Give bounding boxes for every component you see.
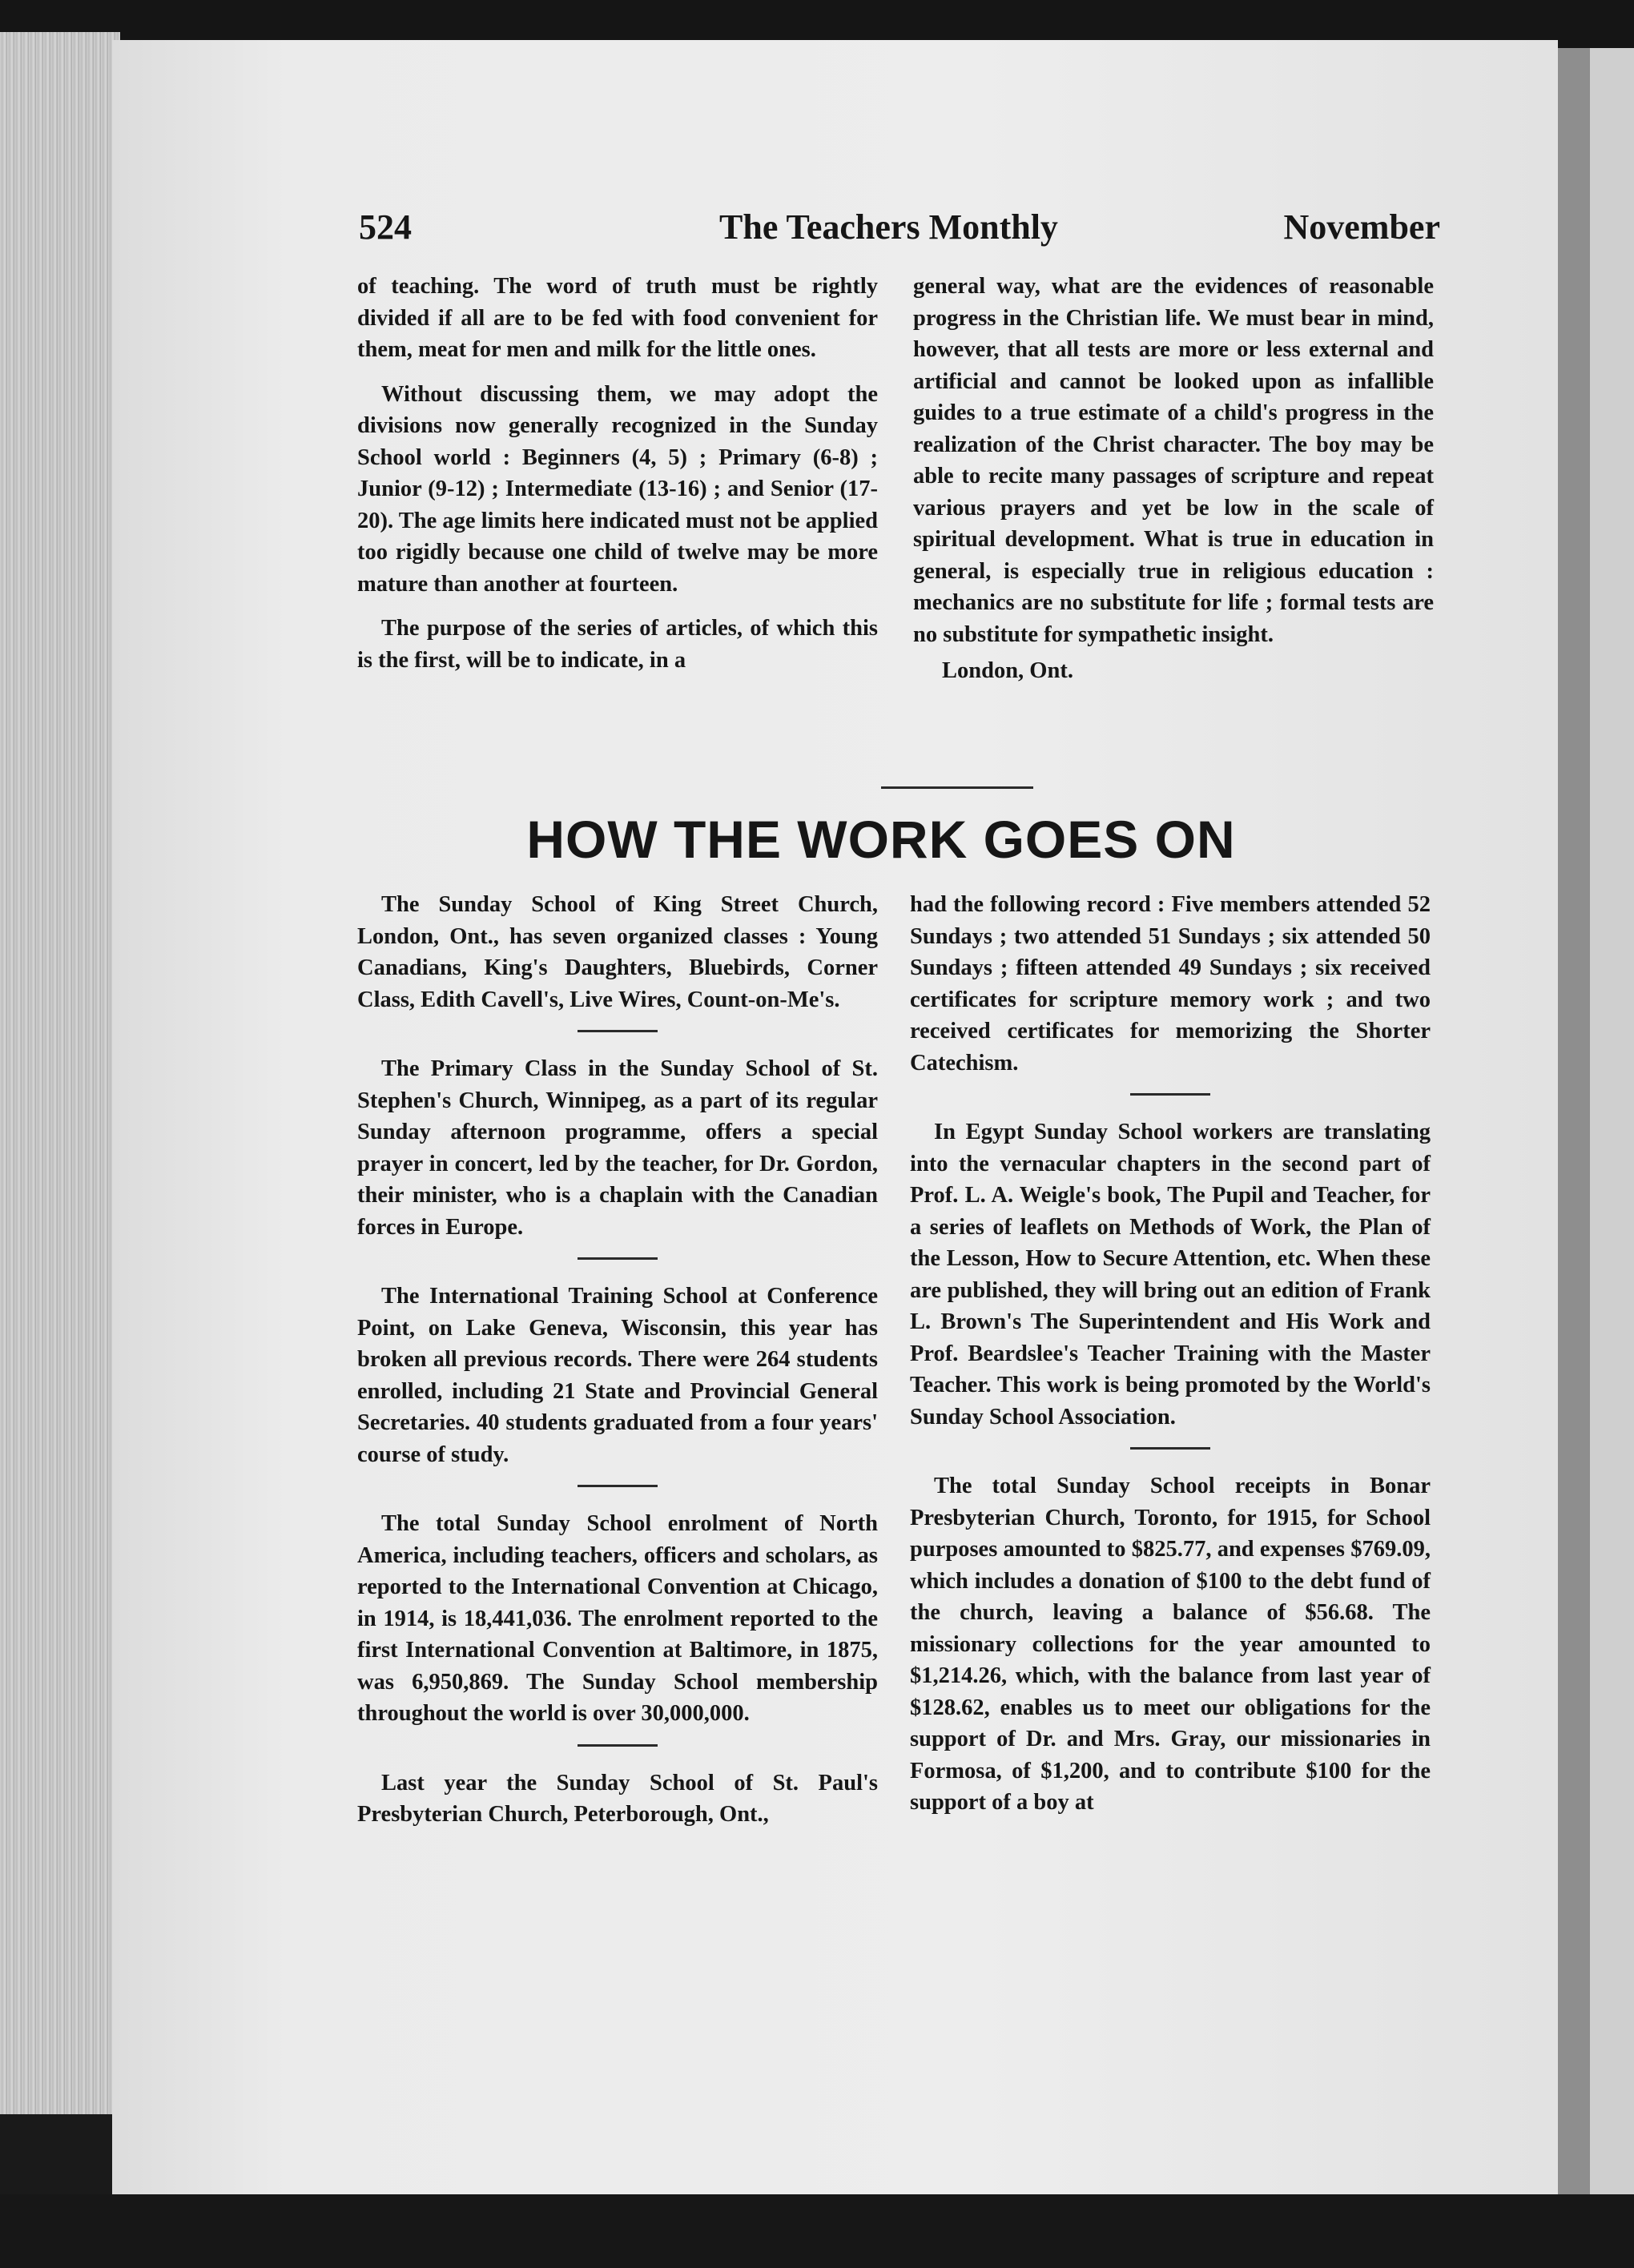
article-continuation-right	[913, 271, 1434, 687]
news-column-left	[357, 889, 878, 1831]
item-divider	[1130, 1447, 1210, 1450]
news-item: Last year the Sunday School of St. Paul's Presbyterian Church, Peterborough, Ont.,	[357, 1770, 878, 1827]
section-rule	[881, 786, 1033, 789]
paragraph: Without discussing them, we may adopt the divisions now generally recognized in the Sunday School world : Beginners (4, 5) ; Primary (6-8) ; Junior (9-12) ; Intermediate (13-16) ; and Senior (17-20). The age limits here indicated must not be applied too rigidly because one child of twelve may be more mature than another at fourteen.	[357, 381, 878, 597]
news-column-right	[910, 889, 1431, 1819]
running-header	[359, 207, 1440, 263]
item-divider	[578, 1744, 658, 1747]
news-item: The Sunday School of King Street Church, London, Ont., has seven organized classes : Young Canadians, King's Daughters, Bluebirds, Corner Class, Edith Cavell's, Live Wires, Count-on-Me's.	[357, 892, 878, 1012]
scan-bottom-border	[0, 2194, 1634, 2268]
news-item: The Primary Class in the Sunday School of St. Stephen's Church, Winnipeg, as a part of its regular Sunday afternoon programme, offers a special prayer in concert, led by the teacher, for Dr. Gordon, their minister, who is a chaplain with the Canadian forces in Europe.	[357, 1056, 878, 1240]
news-item: had the following record : Five members attended 52 Sundays ; two attended 51 Sundays ; six attended 50 Sundays ; fifteen attended 49 Sundays ; six received certificates for scripture memory work ; and two received certificates for memorizing the Shorter Catechism.	[910, 892, 1431, 1076]
paragraph: of teaching. The word of truth must be rightly divided if all are to be fed with food convenient for them, meat for men and milk for the little ones.	[357, 274, 878, 362]
item-divider	[1130, 1093, 1210, 1096]
book-page-edges	[0, 32, 120, 2114]
news-item: The total Sunday School receipts in Bonar Presbyterian Church, Toronto, for 1915, for School purposes amounted to $825.77, and expenses $769.09, which includes a donation of $100 to the debt fund of the church, leaving a balance of $56.68. The missionary collections for the year amounted to $1,214.26, which, with the balance from last year of $128.62, enables us to meet our obligations for the support of Dr. and Mrs. Gray, our missionaries in Formosa, of $1,200, and to contribute $100 for the support of a boy at	[910, 1474, 1431, 1815]
journal-title: The Teachers Monthly	[719, 207, 1058, 247]
news-item: In Egypt Sunday School workers are translating into the vernacular chapters in the second part of Prof. L. A. Weigle's book, The Pupil and Teacher, for a series of leaflets on Methods of Work, the Plan of the Lesson, How to Secure Attention, etc. When these are published, they will bring out an edition of Frank L. Brown's The Superintendent and His Work and Prof. Beardslee's Teacher Training with the Master Teacher. This work is being promoted by the World's Sunday School Association.	[910, 1120, 1431, 1430]
paragraph: The purpose of the series of articles, of which this is the first, will be to indicate, in a	[357, 616, 878, 673]
article-continuation-left	[357, 271, 878, 676]
next-page-edge	[1590, 48, 1634, 2210]
news-item: The International Training School at Conference Point, on Lake Geneva, Wisconsin, this year has broken all previous records. There were 264 students enrolled, including 21 State and Provincial General Secretaries. 40 students graduated from a four years' course of study.	[357, 1284, 878, 1467]
item-divider	[578, 1485, 658, 1487]
news-item: The total Sunday School enrolment of North America, including teachers, officers and scholars, as reported to the International Convention at Chicago, in 1914, is 18,441,036. The enrolment reported to the first International Convention at Baltimore, in 1875, was 6,950,869. The Sunday School membership throughout the world is over 30,000,000.	[357, 1511, 878, 1726]
item-divider	[578, 1030, 658, 1032]
item-divider	[578, 1257, 658, 1260]
issue-month: November	[1283, 207, 1440, 247]
signoff: London, Ont.	[942, 658, 1073, 683]
section-title: HOW THE WORK GOES ON	[526, 810, 1236, 869]
page-number: 524	[359, 207, 412, 247]
paragraph: general way, what are the evidences of reasonable progress in the Christian life. We must bear in mind, however, that all tests are more or less external and artificial and cannot be looked upon as infallible guides to a true estimate of a child's progress in the realization of the Christ character. The boy may be able to recite many passages of scripture and repeat various prayers and yet be low in the scale of spiritual development. What is true in education in general, is especially true in religious education : mechanics are no substitute for life ; formal tests are no substitute for sympathetic insight.	[913, 274, 1434, 647]
